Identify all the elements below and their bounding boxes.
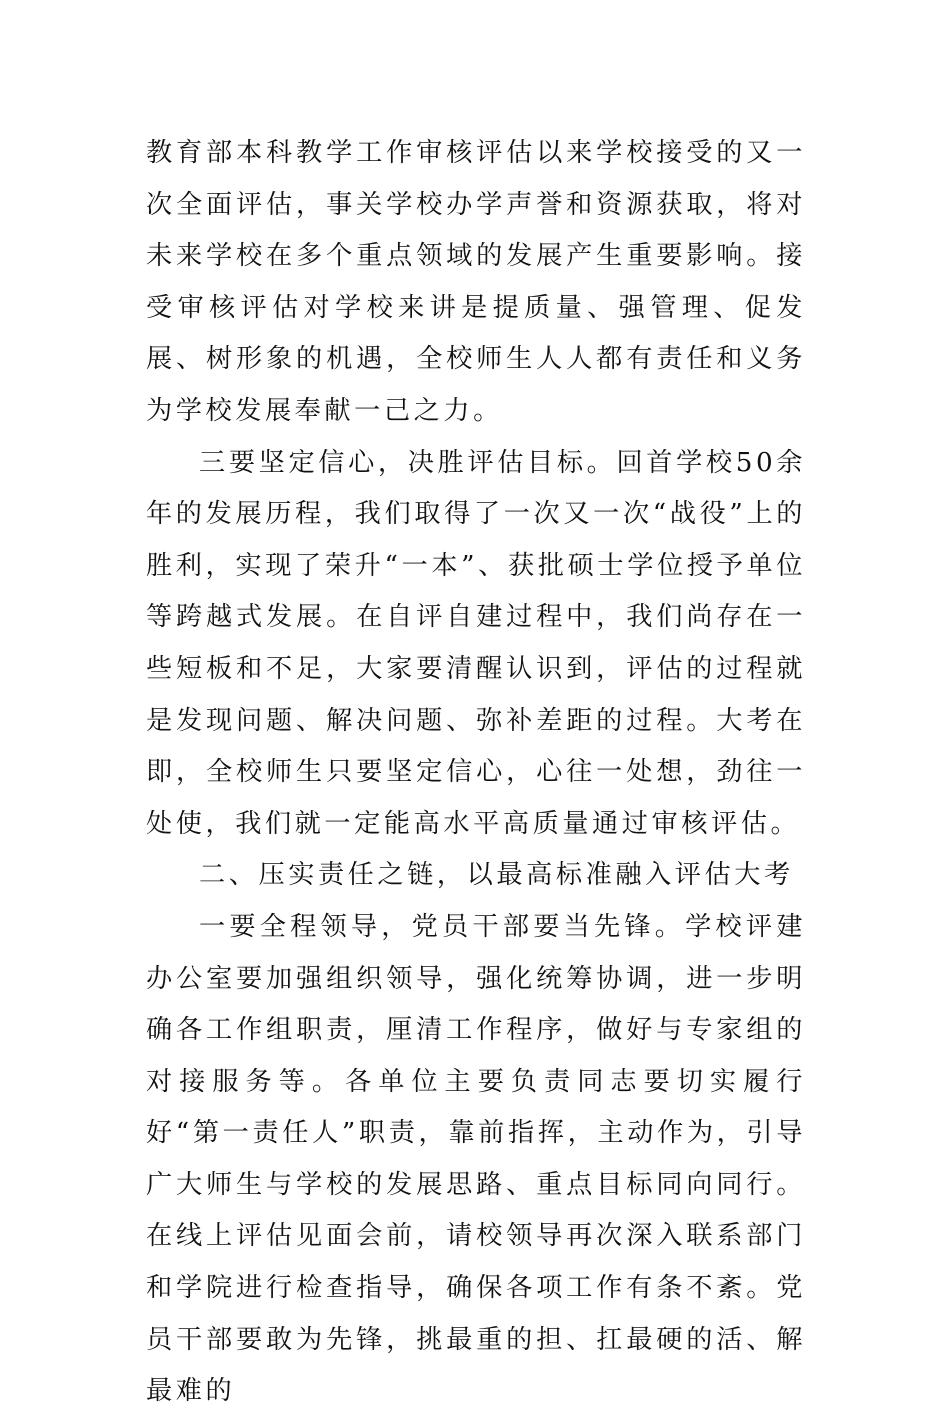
section-heading-responsibility: 二、压实责任之链，以最高标准融入评估大考 — [199, 860, 794, 891]
paragraph-evaluation-significance: 教育部本科教学工作审核评估以来学校接受的又一次全面评估，事关学校办学声誉和资源获取，将对未来学校在多个重点领域的发展产生重要影响。接受审核评估对学校来讲是提质量、强管理、促发展、树形象的机遇，全校师生人人都有责任和义务为学校发展奉献一己之力。 — [146, 138, 806, 426]
paragraph-full-leadership: 一要全程领导，党员干部要当先锋。学校评建办公室要加强组织领导，强化统筹协调，进一步明确各工作组职责，厘清工作程序，做好与专家组的对接服务等。各单位主要负责同志要切实履行好“第一责任人”职责，靠前指挥，主动作为，引导广大师生与学校的发展思路、重点目标同向同行。在线上评估见面会前，请校领导再次深入联系部门和学院进行检查指导，确保各项工作有条不紊。党员干部要敢为先锋，挑最重的担、扛最硬的活、解最难的 — [146, 911, 806, 1407]
document-body — [146, 128, 806, 1418]
paragraph-strengthen-confidence: 三要坚定信心，决胜评估目标。回首学校50余年的发展历程，我们取得了一次又一次“战役”上的胜利，实现了荣升“一本”、获批硕士学位授予单位等跨越式发展。在自评自建过程中，我们尚存在一些短板和不足，大家要清醒认识到，评估的过程就是发现问题、解决问题、弥补差距的过程。大考在即，全校师生只要坚定信心，心往一处想，劲往一处使，我们就一定能高水平高质量通过审核评估。 — [146, 447, 806, 839]
